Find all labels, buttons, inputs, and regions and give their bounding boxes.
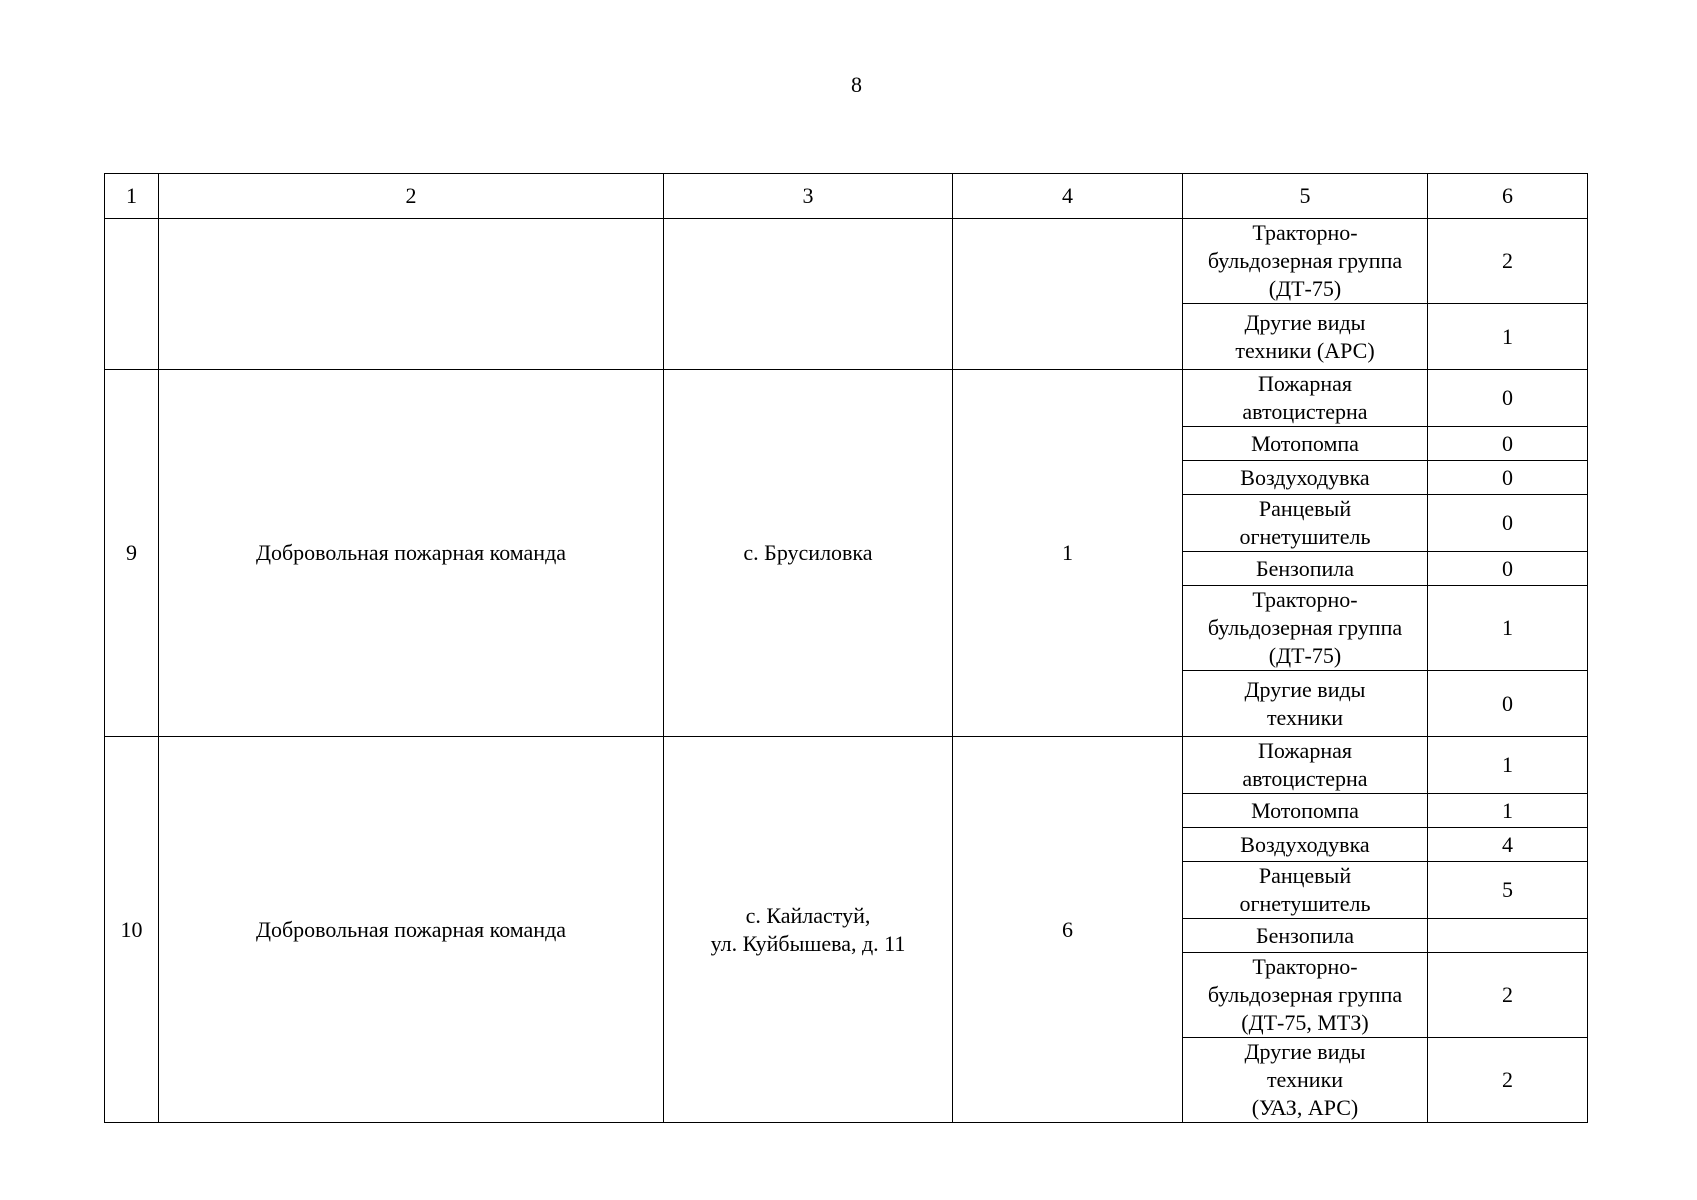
equipment-name: Воздуходувка [1183,828,1428,862]
equipment-name: Тракторно- бульдозерная группа (ДТ-75) [1183,586,1428,671]
equipment-name: Тракторно- бульдозерная группа (ДТ-75) [1183,219,1428,304]
empty-cell [664,219,953,370]
table-row [105,370,1588,427]
header-cell: 5 [1183,174,1428,219]
equipment-count: 0 [1428,495,1588,552]
equipment-count: 0 [1428,461,1588,495]
address: с. Кайластуй, ул. Куйбышева, д. 11 [664,737,953,1123]
equipment-count: 1 [1428,586,1588,671]
equipment-name: Мотопомпа [1183,427,1428,461]
equipment-count: 0 [1428,370,1588,427]
equipment-name: Другие виды техники (АРС) [1183,304,1428,370]
equipment-count: 2 [1428,219,1588,304]
empty-cell [159,219,664,370]
address: с. Брусиловка [664,370,953,737]
equipment-count [1428,919,1588,953]
equipment-count: 0 [1428,671,1588,737]
equipment-name: Ранцевый огнетушитель [1183,495,1428,552]
equipment-count: 1 [1428,737,1588,794]
equipment-table [104,173,1588,1123]
header-cell: 1 [105,174,159,219]
equipment-count: 0 [1428,552,1588,586]
equipment-name: Другие виды техники [1183,671,1428,737]
header-cell: 2 [159,174,664,219]
equipment-count: 4 [1428,828,1588,862]
header-cell: 4 [953,174,1183,219]
equipment-count: 5 [1428,862,1588,919]
header-cell: 3 [664,174,953,219]
equipment-name: Другие виды техники (УАЗ, АРС) [1183,1038,1428,1123]
equipment-count: 1 [1428,794,1588,828]
table-row [105,219,1588,304]
empty-cell [953,219,1183,370]
staff-count: 1 [953,370,1183,737]
equipment-name: Бензопила [1183,919,1428,953]
equipment-name: Мотопомпа [1183,794,1428,828]
organization-name: Добровольная пожарная команда [159,737,664,1123]
page-number: 8 [851,72,862,97]
equipment-name: Тракторно- бульдозерная группа (ДТ-75, МТЗ) [1183,953,1428,1038]
equipment-count: 2 [1428,1038,1588,1123]
empty-cell [105,219,159,370]
row-number: 9 [105,370,159,737]
equipment-name: Воздуходувка [1183,461,1428,495]
header-cell: 6 [1428,174,1588,219]
table-row [105,737,1588,794]
equipment-name: Бензопила [1183,552,1428,586]
equipment-name: Пожарная автоцистерна [1183,370,1428,427]
equipment-name: Пожарная автоцистерна [1183,737,1428,794]
header-row [105,174,1588,219]
equipment-count: 0 [1428,427,1588,461]
equipment-count: 1 [1428,304,1588,370]
row-number: 10 [105,737,159,1123]
organization-name: Добровольная пожарная команда [159,370,664,737]
equipment-name: Ранцевый огнетушитель [1183,862,1428,919]
staff-count: 6 [953,737,1183,1123]
equipment-count: 2 [1428,953,1588,1038]
